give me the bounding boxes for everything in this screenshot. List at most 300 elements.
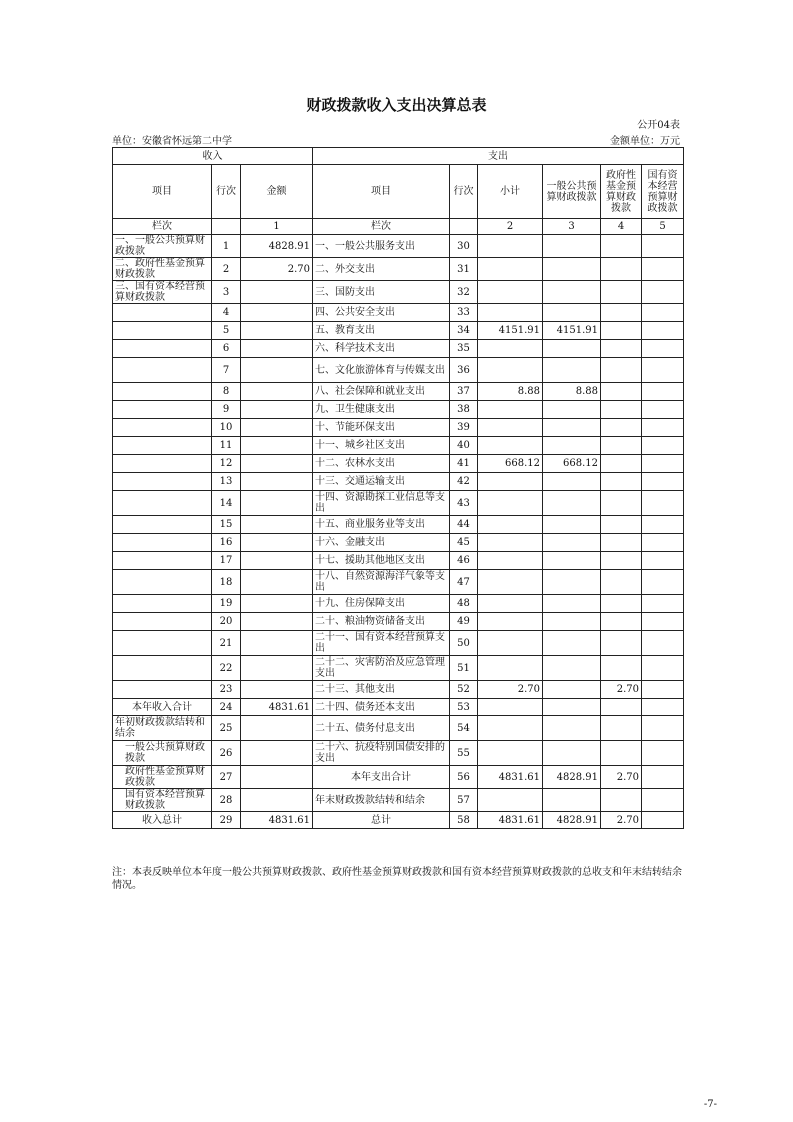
state-capital-cell — [642, 812, 684, 829]
subtotal-cell — [478, 358, 543, 383]
state-capital-cell — [642, 681, 684, 699]
subtotal-cell — [478, 473, 543, 491]
income-rowno-cell: 29 — [212, 812, 241, 829]
state-capital-cell — [642, 789, 684, 812]
subtotal-cell — [478, 741, 543, 766]
income-amount-cell — [241, 383, 313, 401]
general-budget-cell: 4828.91 — [543, 812, 601, 829]
subtotal-cell — [478, 419, 543, 437]
expense-item-cell: 四、公共安全支出 — [313, 304, 450, 322]
table-note: 注：本表反映单位本年度一般公共预算财政拨款、政府性基金预算财政拨款和国有资本经营预算财政拨款的总收支和年末结转结余情况。 — [112, 867, 682, 891]
column-label-income: 栏次 — [113, 219, 212, 235]
income-item-cell — [113, 631, 212, 656]
subtotal-cell — [478, 631, 543, 656]
income-rowno-header: 行次 — [212, 165, 241, 219]
table-row — [113, 534, 684, 552]
gov-fund-cell — [601, 789, 642, 812]
state-capital-cell — [642, 534, 684, 552]
expense-item-cell: 二、外交支出 — [313, 258, 450, 281]
table-row — [113, 358, 684, 383]
income-rowno-cell: 13 — [212, 473, 241, 491]
general-budget-cell — [543, 516, 601, 534]
expense-item-cell: 七、文化旅游体育与传媒支出 — [313, 358, 450, 383]
gov-fund-cell — [601, 304, 642, 322]
expense-item-cell: 年末财政拨款结转和结余 — [313, 789, 450, 812]
income-rowno-cell: 1 — [212, 235, 241, 258]
table-row — [113, 235, 684, 258]
column-index-4: 4 — [601, 219, 642, 235]
general-budget-cell — [543, 699, 601, 716]
table-row — [113, 595, 684, 613]
state-capital-cell — [642, 613, 684, 631]
income-item-cell — [113, 322, 212, 340]
income-header: 收入 — [113, 148, 313, 165]
gov-fund-cell — [601, 534, 642, 552]
column-index-3: 3 — [543, 219, 601, 235]
gov-fund-cell: 2.70 — [601, 766, 642, 789]
expense-item-cell: 八、社会保障和就业支出 — [313, 383, 450, 401]
table-row — [113, 281, 684, 304]
expense-item-cell: 十、节能环保支出 — [313, 419, 450, 437]
expense-item-cell: 十八、自然资源海洋气象等支出 — [313, 570, 450, 595]
income-item-cell — [113, 419, 212, 437]
expense-rowno-cell: 33 — [450, 304, 478, 322]
expense-rowno-cell: 54 — [450, 716, 478, 741]
general-budget-cell — [543, 340, 601, 358]
general-budget-header: 一般公共预算财政拨款 — [543, 165, 601, 219]
gov-fund-cell — [601, 340, 642, 358]
expense-item-cell: 六、科学技术支出 — [313, 340, 450, 358]
general-budget-cell: 4151.91 — [543, 322, 601, 340]
expense-rowno-cell: 52 — [450, 681, 478, 699]
income-rowno-cell: 15 — [212, 516, 241, 534]
state-capital-cell — [642, 383, 684, 401]
table-row — [113, 741, 684, 766]
table-row — [113, 716, 684, 741]
table-row — [113, 304, 684, 322]
table-row — [113, 437, 684, 455]
income-item-cell — [113, 437, 212, 455]
state-capital-cell — [642, 716, 684, 741]
table-row — [113, 631, 684, 656]
subtotal-cell: 8.88 — [478, 383, 543, 401]
table-row — [113, 681, 684, 699]
income-amount-cell: 4831.61 — [241, 699, 313, 716]
column-index-empty — [450, 219, 478, 235]
expense-item-cell: 二十一、国有资本经营预算支出 — [313, 631, 450, 656]
state-capital-cell — [642, 322, 684, 340]
income-amount-cell — [241, 681, 313, 699]
income-rowno-cell: 5 — [212, 322, 241, 340]
expense-rowno-cell: 39 — [450, 419, 478, 437]
income-rowno-cell: 27 — [212, 766, 241, 789]
general-budget-cell — [543, 613, 601, 631]
expense-item-cell: 三、国防支出 — [313, 281, 450, 304]
expense-rowno-cell: 42 — [450, 473, 478, 491]
expense-item-cell: 十三、交通运输支出 — [313, 473, 450, 491]
state-capital-cell — [642, 631, 684, 656]
income-amount-cell — [241, 534, 313, 552]
expense-rowno-cell: 49 — [450, 613, 478, 631]
income-rowno-cell: 11 — [212, 437, 241, 455]
expense-header: 支出 — [313, 148, 684, 165]
column-index-1: 1 — [241, 219, 313, 235]
subtotal-cell: 4831.61 — [478, 766, 543, 789]
expense-rowno-cell: 46 — [450, 552, 478, 570]
expense-item-cell: 十二、农林水支出 — [313, 455, 450, 473]
income-amount-cell — [241, 455, 313, 473]
subtotal-cell — [478, 340, 543, 358]
state-capital-cell — [642, 281, 684, 304]
subtotal-cell: 2.70 — [478, 681, 543, 699]
gov-fund-cell — [601, 235, 642, 258]
general-budget-cell — [543, 258, 601, 281]
expense-item-header: 项目 — [313, 165, 450, 219]
expense-rowno-cell: 41 — [450, 455, 478, 473]
subtotal-cell — [478, 552, 543, 570]
income-amount-cell — [241, 473, 313, 491]
expense-rowno-cell: 30 — [450, 235, 478, 258]
income-rowno-cell: 21 — [212, 631, 241, 656]
general-budget-cell — [543, 358, 601, 383]
general-budget-cell — [543, 741, 601, 766]
state-capital-cell — [642, 766, 684, 789]
table-row — [113, 812, 684, 829]
expense-rowno-cell: 38 — [450, 401, 478, 419]
table-row — [113, 789, 684, 812]
expense-item-cell: 二十六、抗疫特别国债安排的支出 — [313, 741, 450, 766]
subtotal-cell — [478, 235, 543, 258]
income-amount-cell — [241, 716, 313, 741]
gov-fund-cell — [601, 516, 642, 534]
table-row — [113, 419, 684, 437]
expense-rowno-cell: 43 — [450, 491, 478, 516]
subtotal-cell — [478, 656, 543, 681]
general-budget-cell — [543, 281, 601, 304]
amount-unit: 金额单位：万元 — [610, 136, 680, 147]
gov-fund-cell — [601, 473, 642, 491]
table-row — [113, 656, 684, 681]
gov-fund-cell — [601, 699, 642, 716]
expense-rowno-cell: 44 — [450, 516, 478, 534]
subtotal-cell — [478, 789, 543, 812]
income-item-cell: 国有资本经营预算财政拨款 — [113, 789, 212, 812]
income-item-cell — [113, 516, 212, 534]
income-item-cell — [113, 656, 212, 681]
income-rowno-cell: 4 — [212, 304, 241, 322]
general-budget-cell — [543, 570, 601, 595]
income-item-cell — [113, 401, 212, 419]
income-rowno-cell: 14 — [212, 491, 241, 516]
reporting-unit: 单位：安徽省怀远第二中学 — [112, 136, 232, 147]
gov-fund-cell — [601, 401, 642, 419]
state-capital-cell — [642, 235, 684, 258]
expense-item-cell: 二十、粮油物资储备支出 — [313, 613, 450, 631]
state-capital-cell — [642, 595, 684, 613]
expense-rowno-cell: 32 — [450, 281, 478, 304]
page-number: -7- — [703, 1099, 717, 1110]
income-amount-cell — [241, 631, 313, 656]
expense-item-cell: 五、教育支出 — [313, 322, 450, 340]
table-row — [113, 613, 684, 631]
expense-item-cell: 二十五、债务付息支出 — [313, 716, 450, 741]
income-rowno-cell: 10 — [212, 419, 241, 437]
income-item-header: 项目 — [113, 165, 212, 219]
income-rowno-cell: 19 — [212, 595, 241, 613]
income-rowno-cell: 16 — [212, 534, 241, 552]
header-row-2 — [113, 165, 684, 219]
state-capital-cell — [642, 491, 684, 516]
gov-fund-cell — [601, 358, 642, 383]
income-item-cell: 一、一般公共预算财政拨款 — [113, 235, 212, 258]
expense-rowno-cell: 58 — [450, 812, 478, 829]
gov-fund-cell — [601, 595, 642, 613]
table-row — [113, 258, 684, 281]
gov-fund-cell — [601, 322, 642, 340]
income-amount-cell — [241, 358, 313, 383]
gov-fund-cell — [601, 631, 642, 656]
income-item-cell — [113, 570, 212, 595]
income-amount-cell — [241, 766, 313, 789]
income-item-cell — [113, 534, 212, 552]
income-item-cell — [113, 613, 212, 631]
expense-rowno-cell: 45 — [450, 534, 478, 552]
income-amount-cell — [241, 419, 313, 437]
state-capital-cell — [642, 570, 684, 595]
income-amount-cell — [241, 516, 313, 534]
form-number: 公开04表 — [637, 120, 680, 131]
income-amount-cell: 2.70 — [241, 258, 313, 281]
table-row — [113, 699, 684, 716]
expense-item-cell: 十九、住房保障支出 — [313, 595, 450, 613]
expense-item-cell: 九、卫生健康支出 — [313, 401, 450, 419]
gov-fund-cell — [601, 716, 642, 741]
gov-fund-cell — [601, 552, 642, 570]
income-item-cell — [113, 552, 212, 570]
expense-rowno-cell: 51 — [450, 656, 478, 681]
income-amount-cell: 4831.61 — [241, 812, 313, 829]
subtotal-cell — [478, 570, 543, 595]
income-rowno-cell: 7 — [212, 358, 241, 383]
income-rowno-cell: 2 — [212, 258, 241, 281]
subtotal-cell — [478, 437, 543, 455]
expense-item-cell: 二十三、其他支出 — [313, 681, 450, 699]
table-row — [113, 766, 684, 789]
income-item-cell: 二、政府性基金预算财政拨款 — [113, 258, 212, 281]
general-budget-cell — [543, 716, 601, 741]
state-capital-cell — [642, 552, 684, 570]
gov-fund-cell — [601, 491, 642, 516]
general-budget-cell — [543, 491, 601, 516]
expense-rowno-cell: 47 — [450, 570, 478, 595]
column-label-expense: 栏次 — [313, 219, 450, 235]
income-rowno-cell: 8 — [212, 383, 241, 401]
expense-item-cell: 十七、援助其他地区支出 — [313, 552, 450, 570]
expense-rowno-header: 行次 — [450, 165, 478, 219]
general-budget-cell — [543, 437, 601, 455]
general-budget-cell: 4828.91 — [543, 766, 601, 789]
general-budget-cell — [543, 789, 601, 812]
income-item-cell — [113, 595, 212, 613]
gov-fund-cell — [601, 281, 642, 304]
income-amount-cell — [241, 322, 313, 340]
expense-item-cell: 本年支出合计 — [313, 766, 450, 789]
income-amount-cell: 4828.91 — [241, 235, 313, 258]
state-capital-cell — [642, 258, 684, 281]
income-item-cell — [113, 455, 212, 473]
subtotal-cell — [478, 516, 543, 534]
state-capital-cell — [642, 699, 684, 716]
expense-rowno-cell: 55 — [450, 741, 478, 766]
column-index-5: 5 — [642, 219, 684, 235]
income-amount-cell — [241, 304, 313, 322]
report-title: 财政拨款收入支出决算总表 — [306, 96, 487, 114]
income-rowno-cell: 24 — [212, 699, 241, 716]
subtotal-cell — [478, 716, 543, 741]
expense-item-cell: 十四、资源勘探工业信息等支出 — [313, 491, 450, 516]
expense-rowno-cell: 37 — [450, 383, 478, 401]
general-budget-cell — [543, 631, 601, 656]
gov-fund-cell — [601, 383, 642, 401]
gov-fund-cell — [601, 613, 642, 631]
expense-item-cell: 总计 — [313, 812, 450, 829]
gov-fund-cell — [601, 741, 642, 766]
income-amount-cell — [241, 437, 313, 455]
income-item-cell: 三、国有资本经营预算财政拨款 — [113, 281, 212, 304]
income-rowno-cell: 9 — [212, 401, 241, 419]
general-budget-cell: 668.12 — [543, 455, 601, 473]
state-capital-cell — [642, 516, 684, 534]
expense-item-cell: 十一、城乡社区支出 — [313, 437, 450, 455]
state-capital-header: 国有资本经营预算财政拨款 — [642, 165, 684, 219]
general-budget-cell — [543, 656, 601, 681]
income-amount-cell — [241, 281, 313, 304]
expense-rowno-cell: 40 — [450, 437, 478, 455]
income-amount-cell — [241, 491, 313, 516]
subtotal-cell — [478, 595, 543, 613]
income-rowno-cell: 28 — [212, 789, 241, 812]
income-rowno-cell: 12 — [212, 455, 241, 473]
income-item-cell — [113, 358, 212, 383]
table-row — [113, 455, 684, 473]
table-row — [113, 516, 684, 534]
general-budget-cell — [543, 235, 601, 258]
income-rowno-cell: 3 — [212, 281, 241, 304]
expense-item-cell: 二十四、债务还本支出 — [313, 699, 450, 716]
expense-item-cell: 十五、商业服务业等支出 — [313, 516, 450, 534]
state-capital-cell — [642, 401, 684, 419]
income-amount-cell — [241, 340, 313, 358]
general-budget-cell — [543, 419, 601, 437]
expense-item-cell: 一、一般公共服务支出 — [313, 235, 450, 258]
expense-rowno-cell: 35 — [450, 340, 478, 358]
gov-fund-cell — [601, 437, 642, 455]
expense-rowno-cell: 48 — [450, 595, 478, 613]
income-amount-cell — [241, 595, 313, 613]
income-item-cell: 收入总计 — [113, 812, 212, 829]
column-index-empty — [212, 219, 241, 235]
expense-rowno-cell: 53 — [450, 699, 478, 716]
gov-fund-cell — [601, 570, 642, 595]
income-rowno-cell: 23 — [212, 681, 241, 699]
table-body — [113, 148, 684, 829]
subtotal-cell — [478, 534, 543, 552]
subtotal-cell — [478, 613, 543, 631]
expense-rowno-cell: 34 — [450, 322, 478, 340]
income-amount-cell — [241, 656, 313, 681]
general-budget-cell — [543, 552, 601, 570]
gov-fund-cell — [601, 455, 642, 473]
income-amount-cell — [241, 552, 313, 570]
general-budget-cell — [543, 534, 601, 552]
table-row — [113, 383, 684, 401]
general-budget-cell: 8.88 — [543, 383, 601, 401]
state-capital-cell — [642, 473, 684, 491]
subtotal-header: 小计 — [478, 165, 543, 219]
general-budget-cell — [543, 401, 601, 419]
general-budget-cell — [543, 595, 601, 613]
table-row — [113, 340, 684, 358]
table-row — [113, 491, 684, 516]
income-amount-cell — [241, 401, 313, 419]
income-rowno-cell: 6 — [212, 340, 241, 358]
subtotal-cell — [478, 491, 543, 516]
income-rowno-cell: 22 — [212, 656, 241, 681]
income-amount-header: 金额 — [241, 165, 313, 219]
gov-fund-cell: 2.70 — [601, 812, 642, 829]
income-rowno-cell: 26 — [212, 741, 241, 766]
general-budget-cell — [543, 681, 601, 699]
income-amount-cell — [241, 741, 313, 766]
gov-fund-cell — [601, 656, 642, 681]
gov-fund-header: 政府性基金预算财政拨款 — [601, 165, 642, 219]
table-row — [113, 401, 684, 419]
expense-rowno-cell: 57 — [450, 789, 478, 812]
subtotal-cell — [478, 258, 543, 281]
subtotal-cell: 4151.91 — [478, 322, 543, 340]
column-index-row — [113, 219, 684, 235]
budget-table — [112, 147, 684, 829]
state-capital-cell — [642, 656, 684, 681]
state-capital-cell — [642, 304, 684, 322]
expense-rowno-cell: 31 — [450, 258, 478, 281]
gov-fund-cell — [601, 258, 642, 281]
state-capital-cell — [642, 340, 684, 358]
income-rowno-cell: 20 — [212, 613, 241, 631]
column-index-2: 2 — [478, 219, 543, 235]
income-item-cell — [113, 383, 212, 401]
state-capital-cell — [642, 741, 684, 766]
income-amount-cell — [241, 570, 313, 595]
expense-rowno-cell: 56 — [450, 766, 478, 789]
income-item-cell: 本年收入合计 — [113, 699, 212, 716]
gov-fund-cell: 2.70 — [601, 681, 642, 699]
subtotal-cell — [478, 281, 543, 304]
general-budget-cell — [543, 304, 601, 322]
income-item-cell — [113, 304, 212, 322]
general-budget-cell — [543, 473, 601, 491]
state-capital-cell — [642, 455, 684, 473]
header-row-1 — [113, 148, 684, 165]
subtotal-cell: 668.12 — [478, 455, 543, 473]
state-capital-cell — [642, 419, 684, 437]
table-row — [113, 552, 684, 570]
expense-rowno-cell: 50 — [450, 631, 478, 656]
income-amount-cell — [241, 613, 313, 631]
table-row — [113, 570, 684, 595]
subtotal-cell — [478, 401, 543, 419]
gov-fund-cell — [601, 419, 642, 437]
